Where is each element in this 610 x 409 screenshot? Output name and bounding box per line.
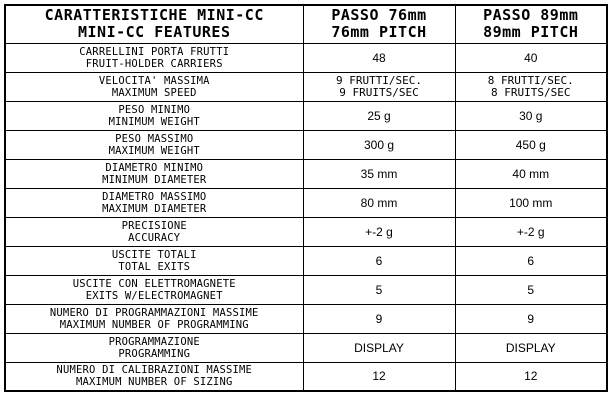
feature-label-en: MAXIMUM WEIGHT	[108, 144, 200, 157]
value-89-cell: 40 mm	[455, 159, 607, 188]
header-features-it: CARATTERISTICHE MINI-CC	[44, 6, 264, 25]
table-row	[5, 275, 607, 304]
feature-label-it: DIAMETRO MINIMO	[105, 161, 204, 174]
value-76-cell: 300 g	[303, 130, 455, 159]
feature-label-en: EXITS W/ELECTROMAGNET	[85, 289, 223, 302]
feature-label-en: MAXIMUM NUMBER OF PROGRAMMING	[59, 318, 249, 331]
table-row	[5, 217, 607, 246]
table-row	[5, 362, 607, 391]
value-89-en: 8 FRUITS/SEC	[491, 85, 571, 99]
value-89-cell: 12	[455, 362, 607, 391]
table-row	[5, 333, 607, 362]
feature-cell	[5, 72, 303, 101]
table-row	[5, 72, 607, 101]
value-76-it: 9 FRUTTI/SEC.	[335, 73, 423, 87]
feature-cell	[5, 275, 303, 304]
feature-label-it: USCITE TOTALI	[111, 248, 197, 261]
feature-cell	[5, 101, 303, 130]
value-76-cell: 25 g	[303, 101, 455, 130]
table-row	[5, 304, 607, 333]
features-table	[4, 4, 608, 392]
feature-label-en: MAXIMUM DIAMETER	[102, 202, 207, 215]
feature-label-it: PESO MASSIMO	[115, 132, 194, 145]
value-76-cell: DISPLAY	[303, 333, 455, 362]
feature-label-it: CARRELLINI PORTA FRUTTI	[79, 45, 230, 58]
feature-label-it: PESO MINIMO	[118, 103, 191, 116]
table-header-row	[5, 5, 607, 43]
feature-cell	[5, 246, 303, 275]
header-features	[5, 5, 303, 43]
table-row	[5, 130, 607, 159]
feature-label-it: NUMERO DI CALIBRAZIONI MASSIME	[56, 364, 253, 377]
feature-label-en: MAXIMUM SPEED	[111, 86, 197, 99]
feature-label-it: DIAMETRO MASSIMO	[102, 190, 207, 203]
feature-cell	[5, 188, 303, 217]
feature-label-en: MINIMUM WEIGHT	[108, 115, 200, 128]
header-pitch-76-it: PASSO 76mm	[331, 6, 427, 25]
feature-label-en: MINIMUM DIAMETER	[102, 173, 207, 186]
value-76-cell: 12	[303, 362, 455, 391]
feature-cell	[5, 362, 303, 391]
value-76-cell: 5	[303, 275, 455, 304]
header-pitch-89-en: 89mm PITCH	[483, 23, 579, 42]
value-89-cell: 40	[455, 43, 607, 72]
value-76-en: 9 FRUITS/SEC	[339, 85, 419, 99]
value-89-cell: 30 g	[455, 101, 607, 130]
feature-label-it: NUMERO DI PROGRAMMAZIONI MASSIME	[49, 306, 259, 319]
table-row	[5, 188, 607, 217]
header-pitch-76-en: 76mm PITCH	[331, 23, 427, 42]
header-pitch-89-it: PASSO 89mm	[483, 6, 579, 25]
feature-label-it: USCITE CON ELETTROMAGNETE	[72, 277, 236, 290]
feature-label-it: PRECISIONE	[121, 219, 187, 232]
value-89-cell: 100 mm	[455, 188, 607, 217]
value-76-cell: 6	[303, 246, 455, 275]
header-pitch-89	[455, 5, 607, 43]
value-76-cell: 9	[303, 304, 455, 333]
value-76-cell: 35 mm	[303, 159, 455, 188]
feature-cell	[5, 130, 303, 159]
feature-label-en: MAXIMUM NUMBER OF SIZING	[75, 376, 233, 389]
table-row	[5, 246, 607, 275]
feature-label-it: VELOCITA' MASSIMA	[98, 74, 210, 87]
feature-label-it: PROGRAMMAZIONE	[108, 335, 200, 348]
feature-label-en: TOTAL EXITS	[118, 260, 191, 273]
value-76-cell	[303, 72, 455, 101]
value-89-cell: 450 g	[455, 130, 607, 159]
value-89-cell: 9	[455, 304, 607, 333]
feature-label-en: FRUIT-HOLDER CARRIERS	[85, 57, 223, 70]
feature-label-en: ACCURACY	[128, 231, 181, 244]
header-features-en: MINI-CC FEATURES	[78, 23, 231, 42]
header-pitch-76	[303, 5, 455, 43]
feature-cell	[5, 304, 303, 333]
feature-cell	[5, 43, 303, 72]
value-89-cell: DISPLAY	[455, 333, 607, 362]
value-76-cell: 48	[303, 43, 455, 72]
value-89-cell: +-2 g	[455, 217, 607, 246]
value-76-cell: +-2 g	[303, 217, 455, 246]
feature-cell	[5, 159, 303, 188]
value-89-cell: 5	[455, 275, 607, 304]
feature-cell	[5, 333, 303, 362]
feature-label-en: PROGRAMMING	[118, 347, 191, 360]
value-89-cell	[455, 72, 607, 101]
table-row	[5, 43, 607, 72]
table-row	[5, 159, 607, 188]
table-row	[5, 101, 607, 130]
value-89-cell: 6	[455, 246, 607, 275]
value-89-it: 8 FRUTTI/SEC.	[487, 73, 574, 87]
value-76-cell: 80 mm	[303, 188, 455, 217]
feature-cell	[5, 217, 303, 246]
